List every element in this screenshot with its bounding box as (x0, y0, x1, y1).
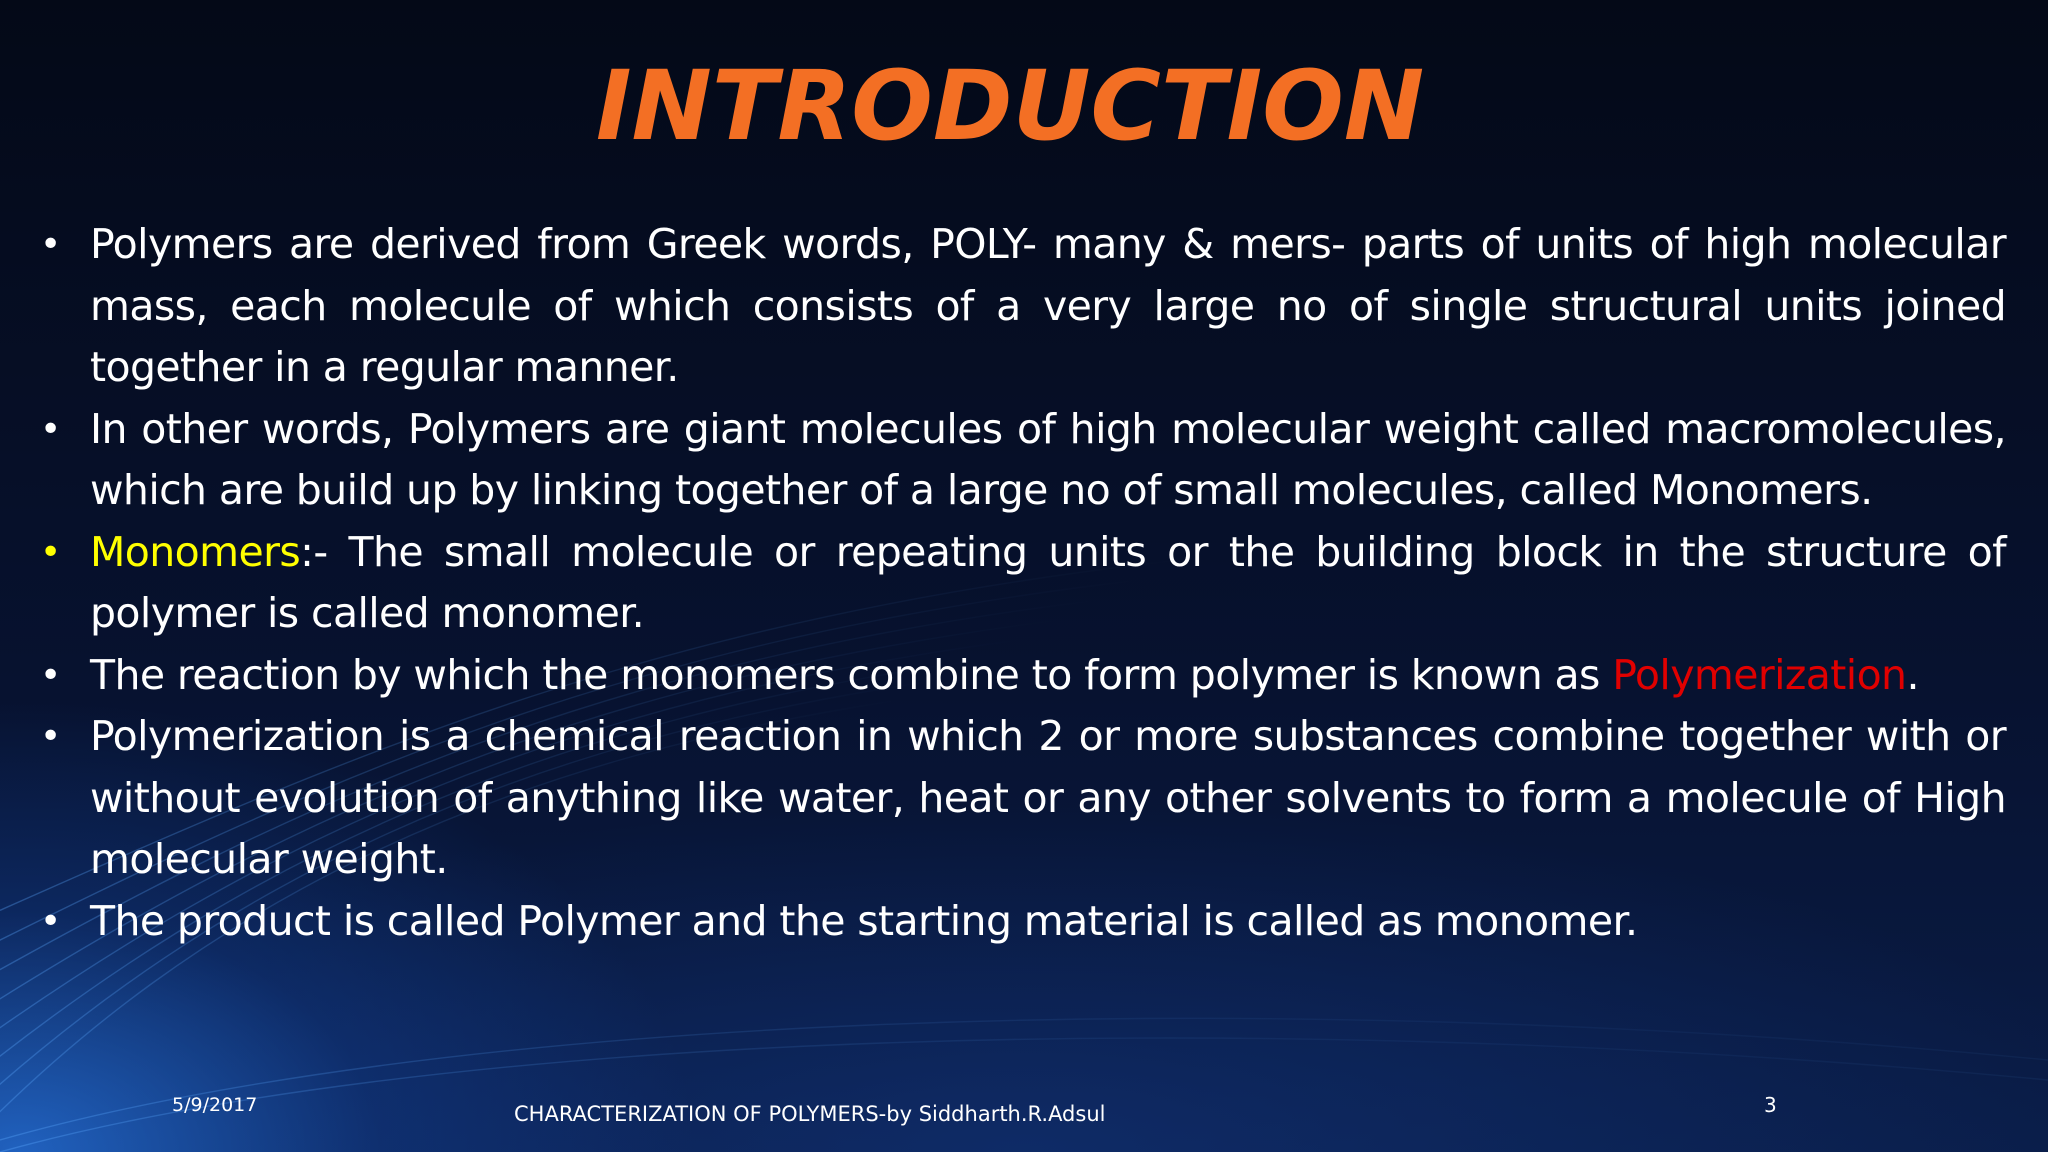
slide-number: 3 (1764, 1093, 1777, 1117)
bullet-item (38, 645, 2006, 707)
bullet-item (38, 706, 2006, 891)
bullet-text: Polymerization is a chemical reaction in which 2 or more substances combine together with or without evolution of anything like water, heat or any other solvents to form a molecule of High molecular weight. (90, 712, 2006, 883)
keyword-polymerization: Polymerization (1612, 650, 1907, 699)
keyword-monomers: Monomers (90, 527, 301, 576)
bullet-text: The product is called Polymer and the starting material is called as monomer. (90, 896, 1638, 945)
bullet-dot-icon: • (40, 408, 61, 450)
bullet-dot-icon: • (40, 531, 61, 573)
bullet-text-suffix: . (1906, 650, 1919, 699)
bullet-item (38, 214, 2006, 399)
footer-title: CHARACTERIZATION OF POLYMERS-by Siddharth.R.Adsul (514, 1102, 1106, 1126)
bullet-dot-icon: • (40, 900, 61, 942)
bullet-dot-icon: • (40, 716, 61, 757)
slide-title: INTRODUCTION (595, 50, 1425, 162)
bullet-dot-icon: • (40, 654, 61, 696)
bullet-item (38, 399, 2006, 522)
bullet-text: :- The small molecule or repeating units or the building block in the structure of polymer is called monomer. (90, 527, 2006, 637)
bullet-text: The reaction by which the monomers combine to form polymer is known as (90, 650, 1613, 699)
bullet-text: In other words, Polymers are giant molecules of high molecular weight called macromolecules, which are build up by linking together of a large no of small molecules, called Monomers. (90, 404, 2006, 514)
footer-date: 5/9/2017 (172, 1094, 258, 1116)
bullet-dot-icon: • (40, 224, 61, 265)
bullet-text: Polymers are derived from Greek words, POLY- many & mers- parts of units of high molecular mass, each molecule of which consists of a very large no of single structural units joined together in a regular manner. (90, 220, 2006, 391)
bullet-item (38, 891, 2006, 953)
bullet-item (38, 522, 2006, 645)
bullet-list (38, 214, 2006, 952)
